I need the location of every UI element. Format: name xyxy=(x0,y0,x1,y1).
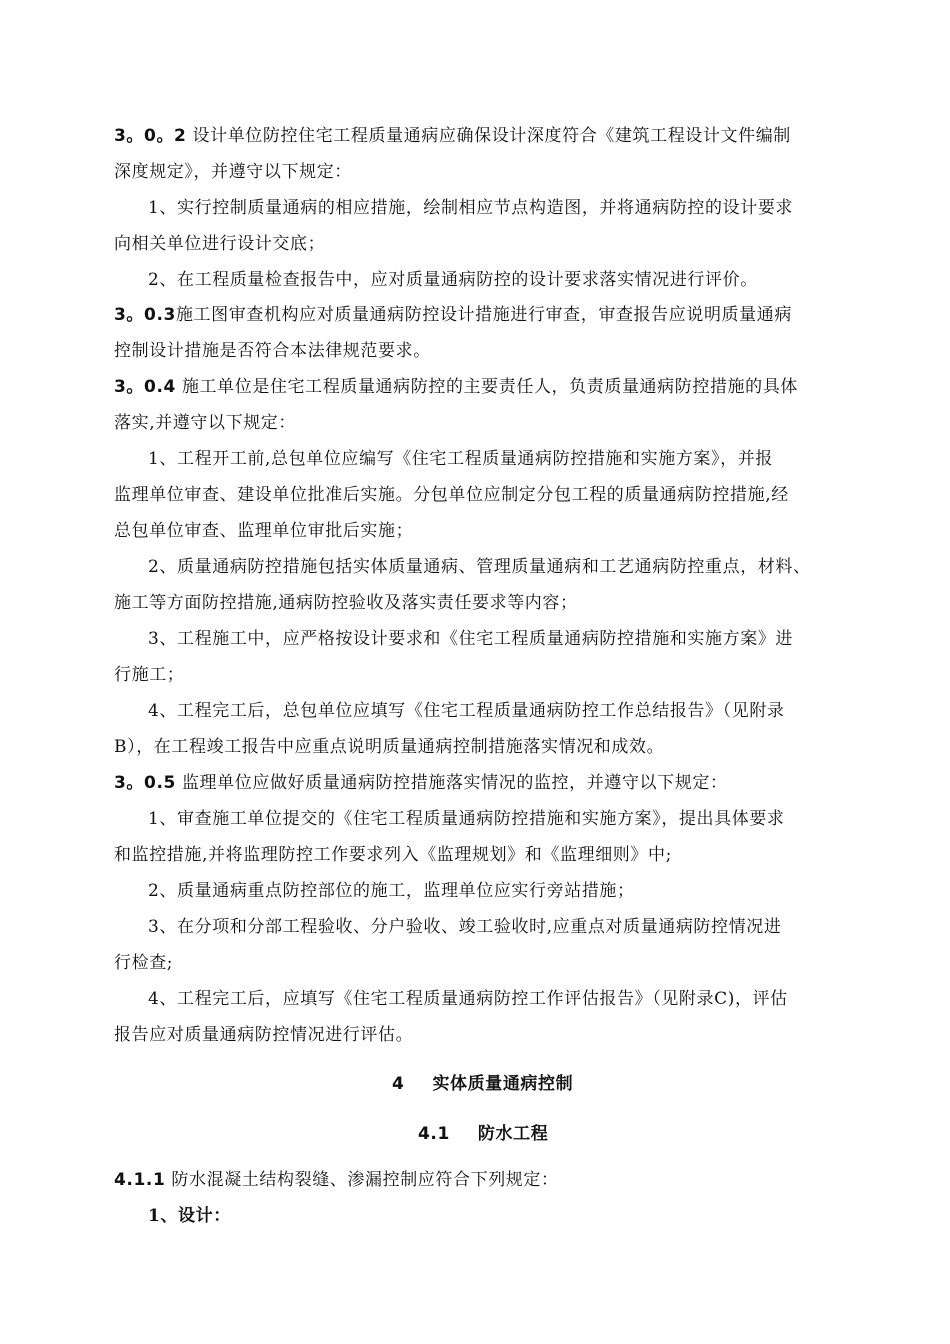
clause-4-1-1-item-1: 1、设计： xyxy=(148,1206,231,1226)
clause-3-0-5-item-4-line-2: 报告应对质量通病防控情况进行评估。 xyxy=(114,1025,414,1045)
section-title: 防水工程 xyxy=(477,1124,549,1144)
clause-number: 3。0.5 xyxy=(114,773,176,793)
clause-3-0-3-line-1 xyxy=(114,303,792,327)
clause-3-0-2-line-1 xyxy=(114,124,791,148)
clause-3-0-4-item-1-line-3: 总包单位审查、监理单位审批后实施； xyxy=(114,521,414,541)
clause-3-0-2-line-2: 深度规定》，并遵守以下规定： xyxy=(114,162,352,182)
clause-3-0-2-item-1-line-1: 1、实行控制质量通病的相应措施，绘制相应节点构造图，并将通病防控的设计要求 xyxy=(148,198,794,218)
clause-3-0-2-item-2: 2、在工程质量检查报告中，应对质量通病防控的设计要求落实情况进行评价。 xyxy=(148,270,758,290)
clause-3-0-4-line-1 xyxy=(114,375,798,399)
clause-3-0-4-item-4-line-1: 4、工程完工后，总包单位应填写《住宅工程质量通病防控工作总结报告》（见附录 xyxy=(148,701,785,721)
clause-3-0-5-item-3-line-1: 3、在分项和分部工程验收、分户验收、竣工验收时,应重点对质量通病防控情况进 xyxy=(148,917,782,937)
clause-text: 设计单位防控住宅工程质量通病应确保设计深度符合《建筑工程设计文件编制 xyxy=(186,126,791,146)
clause-number: 3。0.3 xyxy=(114,305,176,325)
clause-3-0-2-item-1-line-2: 向相关单位进行设计交底； xyxy=(114,234,326,254)
clause-number: 4.1.1 xyxy=(114,1170,166,1190)
clause-3-0-4-item-4-line-2: B），在工程竣工报告中应重点说明质量通病控制措施落实情况和成效。 xyxy=(114,737,665,757)
clause-4-1-1 xyxy=(114,1168,559,1192)
clause-3-0-4-item-3-line-1: 3、工程施工中，应严格按设计要求和《住宅工程质量通病防控措施和实施方案》进 xyxy=(148,629,794,649)
clause-3-0-4-item-2-line-1: 2、质量通病防控措施包括实体质量通病、管理质量通病和工艺通病防控重点，材料、 xyxy=(148,557,811,577)
clause-text: 防水混凝土结构裂缝、渗漏控制应符合下列规定： xyxy=(165,1170,559,1190)
clause-3-0-5-item-3-line-2: 行检查; xyxy=(114,953,174,973)
clause-3-0-5-line-1 xyxy=(114,771,728,795)
clause-3-0-5-item-1-line-2: 和监控措施,并将监理防控工作要求列入《监理规划》和《监理细则》中; xyxy=(114,845,672,865)
clause-3-0-4-item-1-line-2: 监理单位审查、建设单位批准后实施。分包单位应制定分包工程的质量通病防控措施,经 xyxy=(114,485,789,505)
clause-text: 施工单位是住宅工程质量通病防控的主要责任人，负责质量通病防控措施的具体 xyxy=(175,377,798,397)
clause-number: 3。0.4 xyxy=(114,377,176,397)
section-heading xyxy=(418,1122,548,1146)
clause-3-0-4-item-1-line-1: 1、工程开工前,总包单位应编写《住宅工程质量通病防控措施和实施方案》，并报 xyxy=(148,449,773,469)
clause-3-0-5-item-1-line-1: 1、审查施工单位提交的《住宅工程质量通病防控措施和实施方案》，提出具体要求 xyxy=(148,809,785,829)
clause-3-0-4-item-3-line-2: 行施工； xyxy=(114,665,185,685)
clause-3-0-5-item-4-line-1: 4、工程完工后，应填写《住宅工程质量通病防控工作评估报告》（见附录C)，评估 xyxy=(148,989,788,1009)
clause-3-0-3-line-2: 控制设计措施是否符合本法律规范要求。 xyxy=(114,341,431,361)
clause-3-0-5-item-2: 2、质量通病重点防控部位的施工，监理单位应实行旁站措施； xyxy=(148,881,635,901)
chapter-title: 实体质量通病控制 xyxy=(432,1074,574,1094)
clause-text: 施工图审查机构应对质量通病防控设计措施进行审查，审查报告应说明质量通病 xyxy=(175,305,792,325)
clause-number: 3。0。2 xyxy=(114,126,187,146)
clause-text: 监理单位应做好质量通病防控措施落实情况的监控，并遵守以下规定： xyxy=(175,773,728,793)
chapter-number: 4 xyxy=(392,1074,405,1094)
chapter-heading xyxy=(392,1072,573,1096)
clause-3-0-4-line-2: 落实,并遵守以下规定： xyxy=(114,413,297,433)
clause-3-0-4-item-2-line-2: 施工等方面防控措施,通病防控验收及落实责任要求等内容； xyxy=(114,593,578,613)
section-number: 4.1 xyxy=(418,1124,450,1144)
